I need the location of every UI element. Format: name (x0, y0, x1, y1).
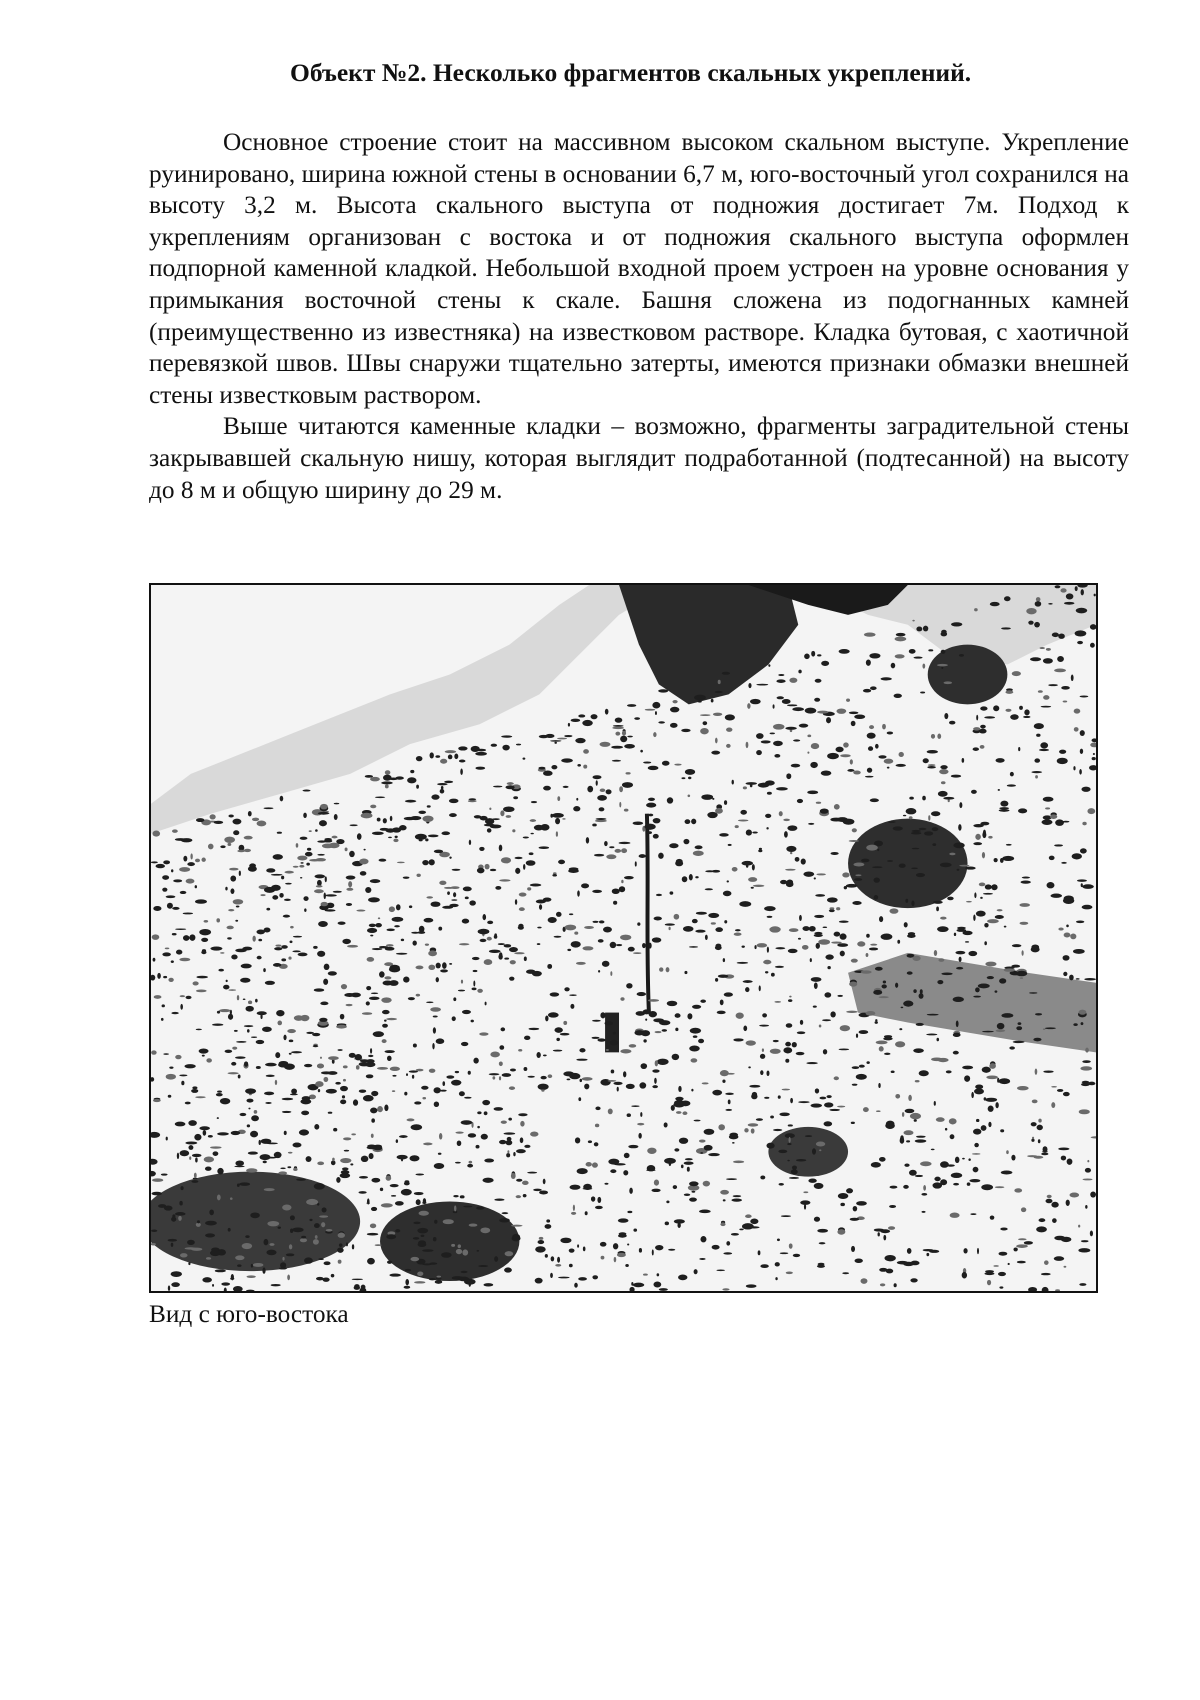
photo-rock-fortification (149, 583, 1098, 1293)
page-title: Объект №2. Несколько фрагментов скальных укреплений. (290, 58, 972, 87)
figure-caption: Вид с юго-востока (149, 1300, 349, 1328)
body-text (149, 127, 1129, 506)
photo-image (151, 585, 1096, 1291)
paragraph-1: Основное строение стоит на массивном высоком скальном выступе. Укрепление руинировано, ширина южной стены в основании 6,7 м, юго-восточный угол сохранился на высоту 3,2 м. Высота скального выступа от подножия достигает 7м. Подход к укреплениям организован с востока и от подножия скального выступа оформлен подпорной каменной кладкой. Небольшой входной проем устроен на уровне основания у примыкания восточной стены к скале. Башня сложена из подогнанных камней (преимущественно из известняка) на известковом растворе. Кладка бутовая, с хаотичной перевязкой швов. Швы снаружи тщательно затерты, имеются признаки обмазки внешней стены известковым раствором. (149, 128, 1129, 409)
paragraph-2: Выше читаются каменные кладки – возможно, фрагменты заградительной стены закрывавшей скальную нишу, которая выглядит подработанной (подтесанной) на высоту до 8 м и общую ширину до 29 м. (149, 412, 1129, 504)
